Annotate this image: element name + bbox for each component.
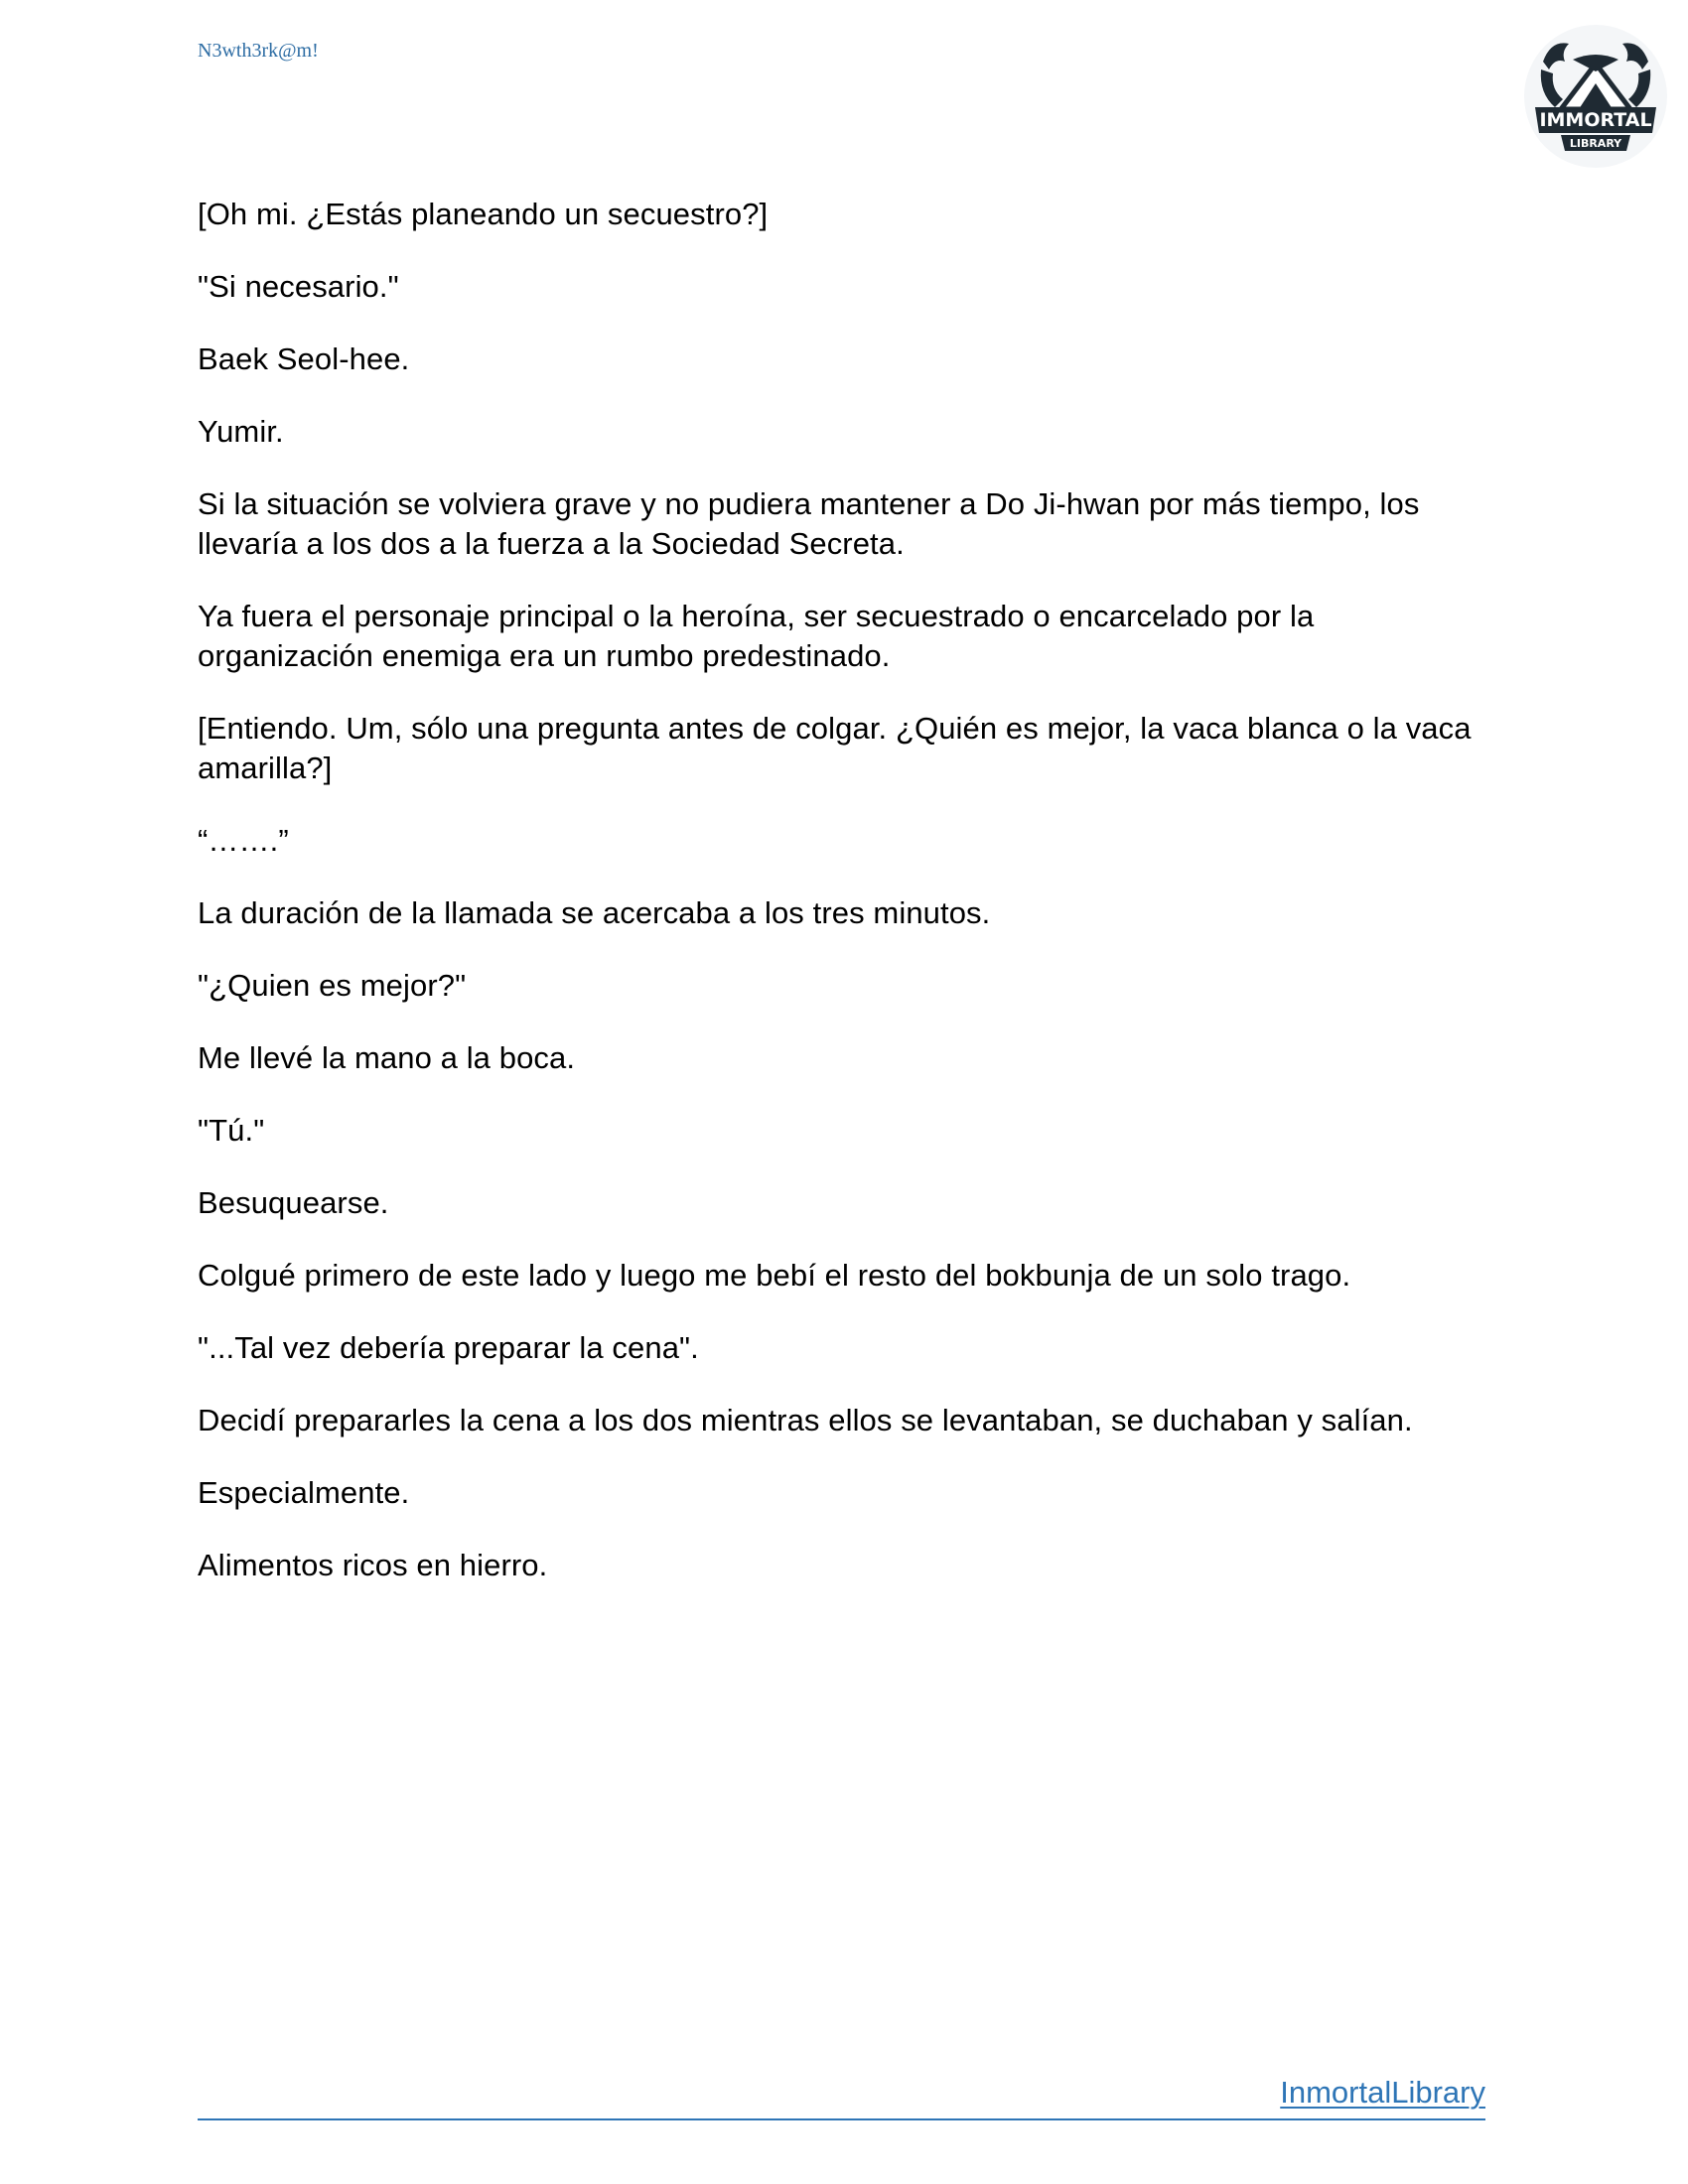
immortal-library-logo-icon bbox=[1521, 22, 1670, 171]
logo-text-library: LIBRARY bbox=[1569, 137, 1622, 150]
paragraph: Si la situación se volviera grave y no pudiera mantener a Do Ji-hwan por más tiempo, los llevaría a los dos a la fuerza a la Sociedad Secreta. bbox=[198, 486, 1420, 561]
logo-text-immortal: IMMORTAL bbox=[1539, 109, 1652, 131]
paragraph: Besuquearse. bbox=[198, 1185, 389, 1220]
paragraph: “…….” bbox=[198, 823, 289, 858]
paragraph: Ya fuera el personaje principal o la heroína, ser secuestrado o encarcelado por la organización enemiga era un rumbo predestinado. bbox=[198, 599, 1315, 673]
paragraph: [Oh mi. ¿Estás planeando un secuestro?] bbox=[198, 197, 769, 231]
paragraph: "...Tal vez debería preparar la cena". bbox=[198, 1330, 699, 1365]
paragraph: Especialmente. bbox=[198, 1475, 410, 1510]
paragraph: Colgué primero de este lado y luego me bebí el resto del bokbunja de un solo trago. bbox=[198, 1258, 1351, 1293]
document-body bbox=[198, 195, 1488, 1618]
paragraph: Alimentos ricos en hierro. bbox=[198, 1548, 548, 1582]
paragraph: "Si necesario." bbox=[198, 269, 399, 304]
paragraph: La duración de la llamada se acercaba a los tres minutos. bbox=[198, 895, 991, 930]
paragraph: Yumir. bbox=[198, 414, 284, 449]
paragraph: [Entiendo. Um, sólo una pregunta antes de colgar. ¿Quién es mejor, la vaca blanca o la vaca amarilla?] bbox=[198, 711, 1472, 785]
header-watermark-text: N3wth3rk@m! bbox=[198, 40, 319, 62]
footer-inmortal-library-link[interactable]: InmortalLibrary bbox=[1280, 2075, 1485, 2110]
paragraph: "Tú." bbox=[198, 1113, 265, 1148]
paragraph: Decidí prepararles la cena a los dos mientras ellos se levantaban, se duchaban y salían. bbox=[198, 1403, 1413, 1437]
paragraph: "¿Quien es mejor?" bbox=[198, 968, 467, 1003]
footer-divider bbox=[198, 2118, 1485, 2120]
paragraph: Baek Seol-hee. bbox=[198, 341, 410, 376]
paragraph: Me llevé la mano a la boca. bbox=[198, 1040, 576, 1075]
